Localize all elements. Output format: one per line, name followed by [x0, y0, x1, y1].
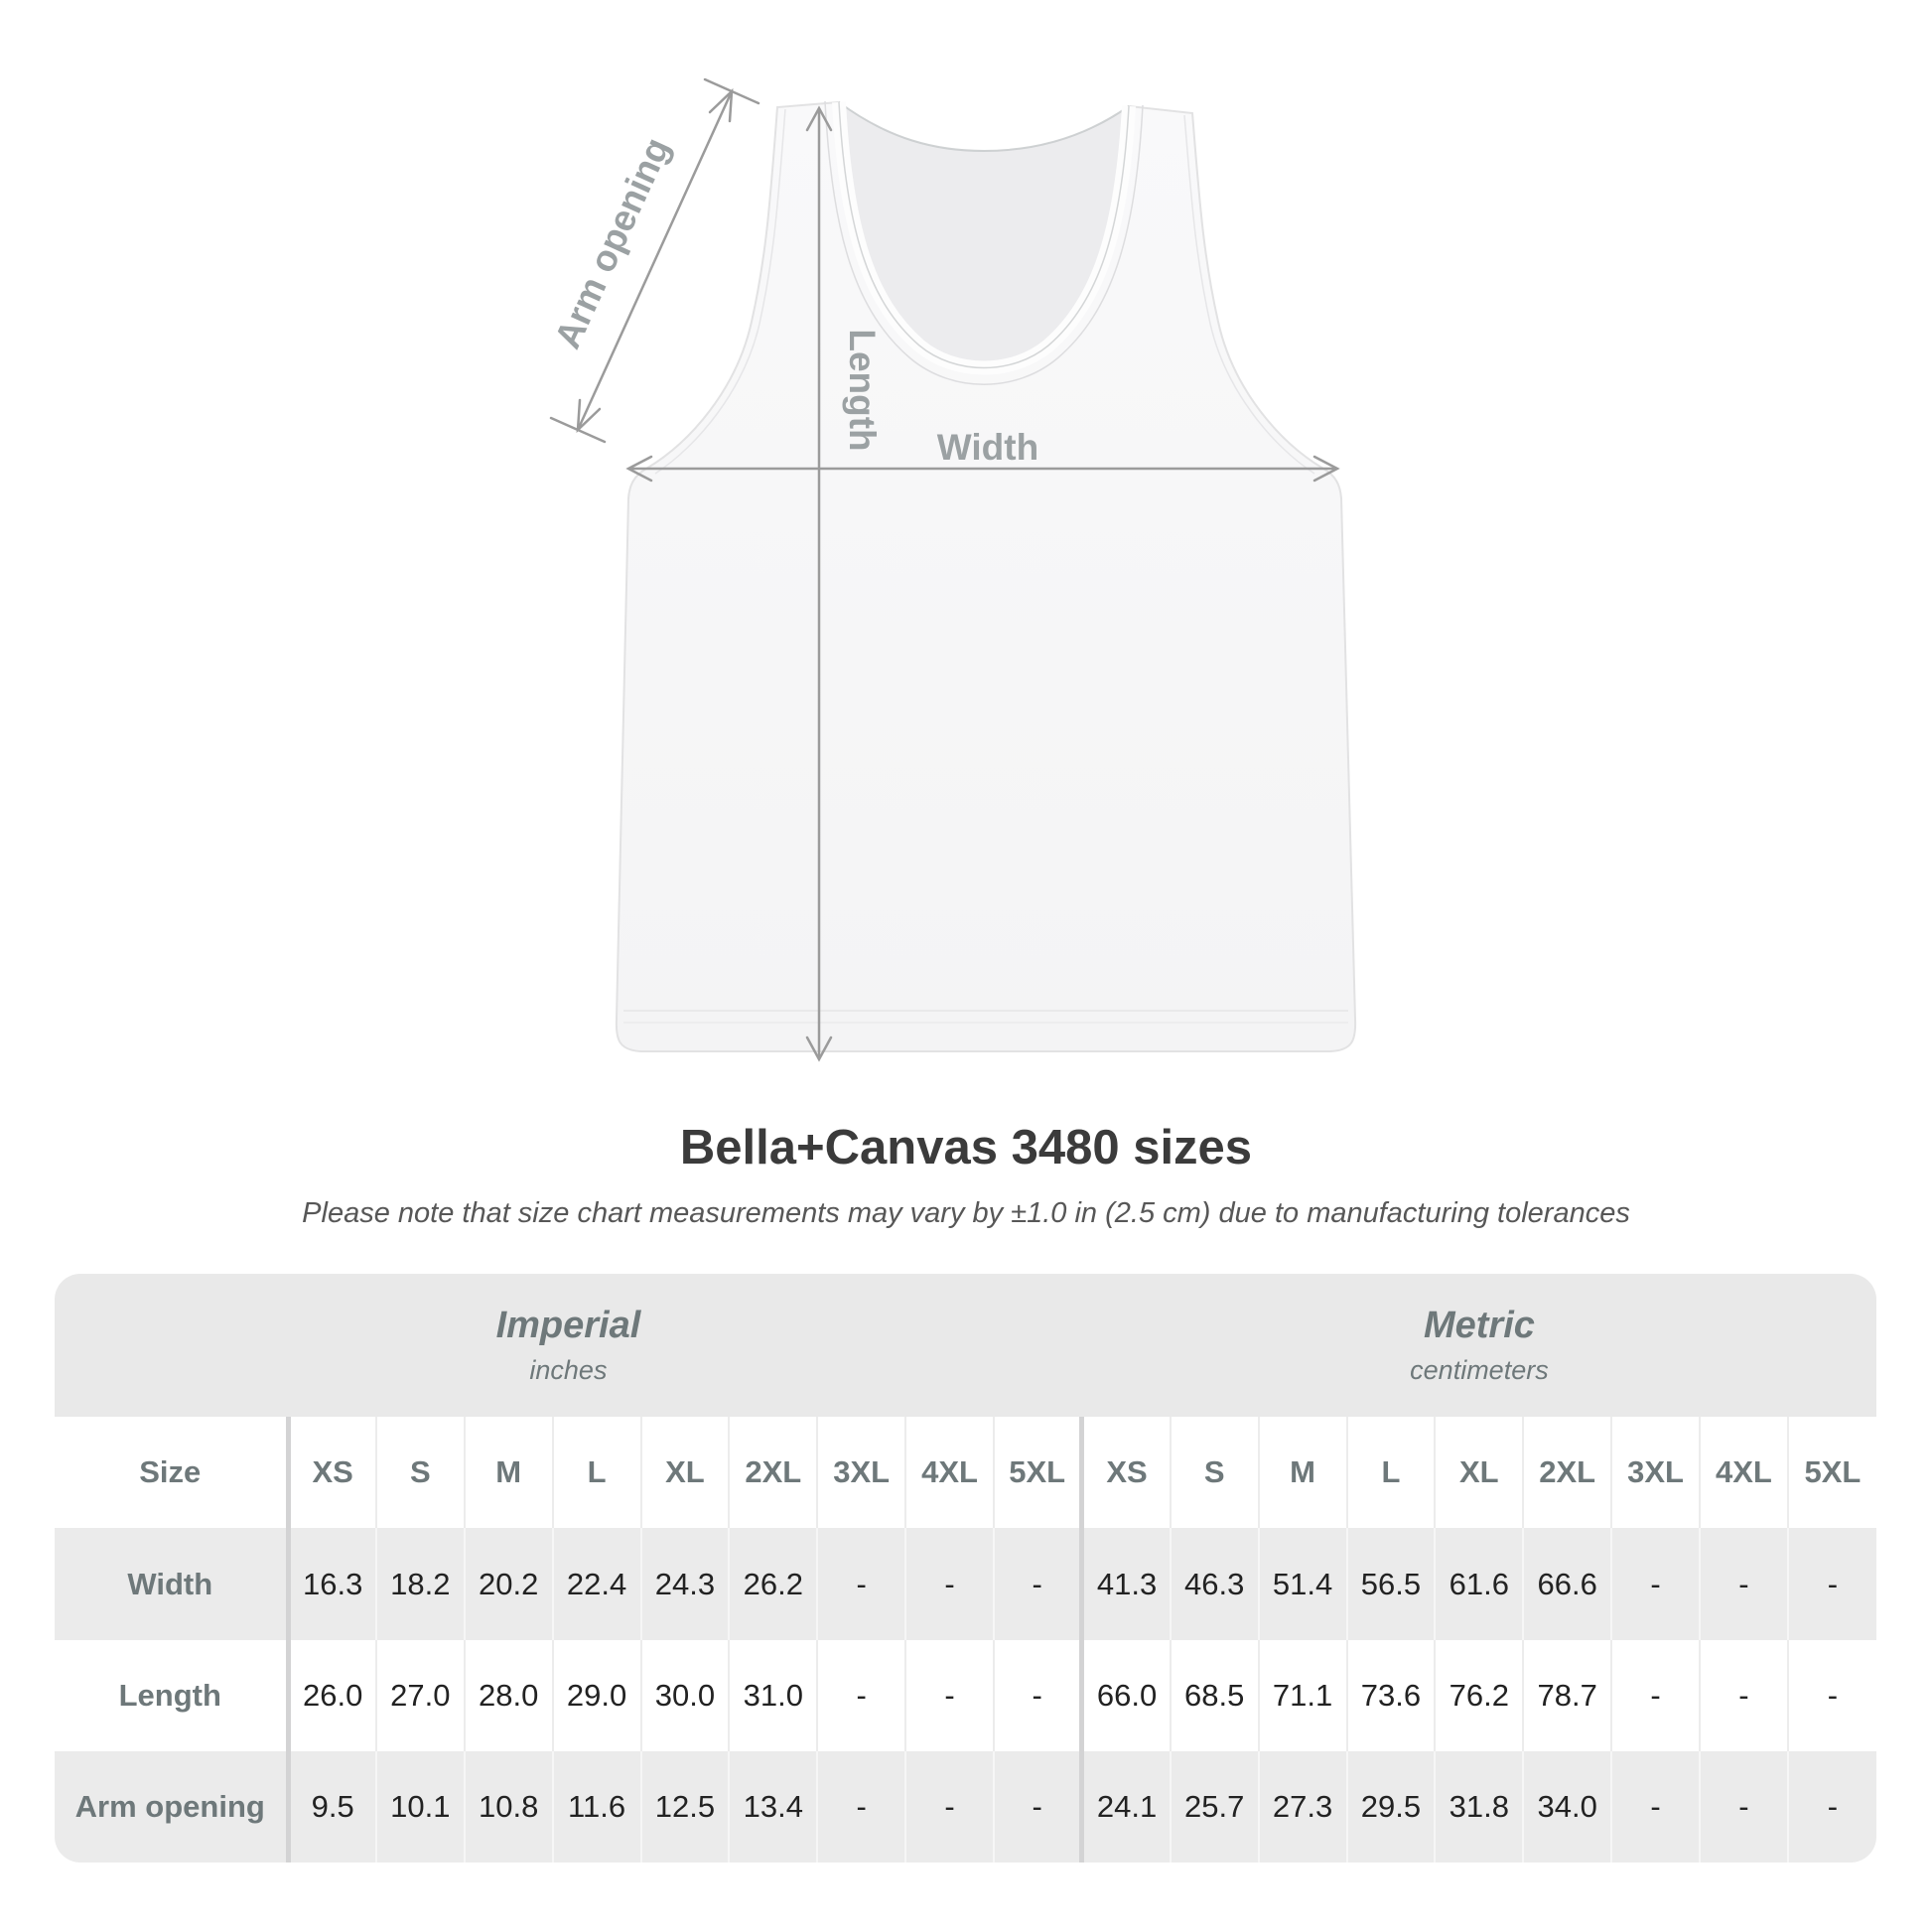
size-header-cell: 3XL	[817, 1417, 905, 1528]
value-cell: 26.0	[288, 1640, 376, 1751]
value-cell: 24.1	[1082, 1751, 1171, 1863]
value-cell: 25.7	[1171, 1751, 1259, 1863]
value-cell: 68.5	[1171, 1640, 1259, 1751]
unit-group-unit: centimeters	[1410, 1355, 1549, 1386]
size-header-cell: XL	[1435, 1417, 1523, 1528]
table-row	[55, 1528, 1876, 1639]
value-cell: 46.3	[1171, 1528, 1259, 1639]
table-row	[55, 1751, 1876, 1863]
tank-top-body	[617, 101, 1355, 1051]
value-cell: 29.5	[1347, 1751, 1436, 1863]
value-cell: 12.5	[641, 1751, 730, 1863]
value-cell: 20.2	[465, 1528, 553, 1639]
value-cell: 41.3	[1082, 1528, 1171, 1639]
unit-group-metric	[1082, 1274, 1876, 1417]
value-cell: -	[817, 1528, 905, 1639]
value-cell: 66.6	[1523, 1528, 1611, 1639]
value-cell: -	[1788, 1528, 1876, 1639]
value-cell: 16.3	[288, 1528, 376, 1639]
value-cell: -	[817, 1751, 905, 1863]
value-cell: 9.5	[288, 1751, 376, 1863]
value-cell: 51.4	[1259, 1528, 1347, 1639]
size-header-cell: M	[1259, 1417, 1347, 1528]
value-cell: -	[1700, 1528, 1788, 1639]
size-header-cell: L	[1347, 1417, 1436, 1528]
value-cell: -	[1700, 1751, 1788, 1863]
value-cell: 18.2	[376, 1528, 465, 1639]
value-cell: 24.3	[641, 1528, 730, 1639]
size-header-row	[55, 1417, 1876, 1528]
table-row	[55, 1640, 1876, 1751]
size-column-header: Size	[139, 1454, 202, 1490]
value-cell: 26.2	[729, 1528, 817, 1639]
size-header-cell: M	[465, 1417, 553, 1528]
value-cell: 30.0	[641, 1640, 730, 1751]
value-cell: 27.0	[376, 1640, 465, 1751]
value-cell: -	[994, 1751, 1082, 1863]
value-cell: 66.0	[1082, 1640, 1171, 1751]
value-cell: -	[1611, 1640, 1700, 1751]
unit-group-imperial	[55, 1274, 1082, 1417]
unit-group-name: Imperial	[495, 1305, 641, 1347]
value-cell: -	[994, 1528, 1082, 1639]
value-cell: -	[1788, 1640, 1876, 1751]
size-header-cell: L	[553, 1417, 641, 1528]
value-cell: 31.8	[1435, 1751, 1523, 1863]
value-cell: 31.0	[729, 1640, 817, 1751]
value-cell: 13.4	[729, 1751, 817, 1863]
size-header-cell: S	[376, 1417, 465, 1528]
value-cell: 29.0	[553, 1640, 641, 1751]
size-header-cell: XS	[1082, 1417, 1171, 1528]
value-cell: 34.0	[1523, 1751, 1611, 1863]
value-cell: -	[1700, 1640, 1788, 1751]
unit-group-name: Metric	[1423, 1305, 1535, 1347]
value-cell: -	[1788, 1751, 1876, 1863]
width-label: Width	[936, 427, 1039, 468]
size-header-cell: 3XL	[1611, 1417, 1700, 1528]
row-label: Arm opening	[55, 1751, 288, 1863]
row-label: Width	[55, 1528, 288, 1639]
unit-band-row	[55, 1274, 1876, 1417]
value-cell: 22.4	[553, 1528, 641, 1639]
size-table-grid	[55, 1274, 1876, 1863]
value-cell: 10.1	[376, 1751, 465, 1863]
size-header-cell: XS	[288, 1417, 376, 1528]
value-cell: 76.2	[1435, 1640, 1523, 1751]
value-cell: 28.0	[465, 1640, 553, 1751]
value-cell: 78.7	[1523, 1640, 1611, 1751]
size-header-cell: 2XL	[1523, 1417, 1611, 1528]
value-cell: -	[994, 1640, 1082, 1751]
size-header-cell: 2XL	[729, 1417, 817, 1528]
value-cell: 73.6	[1347, 1640, 1436, 1751]
value-cell: -	[1611, 1528, 1700, 1639]
row-label: Length	[118, 1677, 221, 1713]
length-label: Length	[842, 329, 883, 452]
value-cell: 56.5	[1347, 1528, 1436, 1639]
page-title: Bella+Canvas 3480 sizes	[679, 1121, 1253, 1174]
size-header-cell: 4XL	[905, 1417, 994, 1528]
value-cell: -	[817, 1640, 905, 1751]
size-header-cell: S	[1171, 1417, 1259, 1528]
value-cell: -	[1611, 1751, 1700, 1863]
size-header-cell: 5XL	[994, 1417, 1082, 1528]
value-cell: 10.8	[465, 1751, 553, 1863]
value-cell: 11.6	[553, 1751, 641, 1863]
value-cell: 71.1	[1259, 1640, 1347, 1751]
size-table	[55, 1274, 1876, 1863]
size-header-cell: XL	[641, 1417, 730, 1528]
unit-group-unit: inches	[529, 1355, 608, 1386]
value-cell: -	[905, 1528, 994, 1639]
size-header-cell: 4XL	[1700, 1417, 1788, 1528]
value-cell: 27.3	[1259, 1751, 1347, 1863]
value-cell: -	[905, 1640, 994, 1751]
value-cell: -	[905, 1751, 994, 1863]
value-cell: 61.6	[1435, 1528, 1523, 1639]
arm-opening-label: Arm opening	[546, 131, 678, 355]
size-header-cell: 5XL	[1788, 1417, 1876, 1528]
tolerance-note: Please note that size chart measurements may vary by ±1.0 in (2.5 cm) due to manufacturing tolerances	[302, 1197, 1630, 1229]
